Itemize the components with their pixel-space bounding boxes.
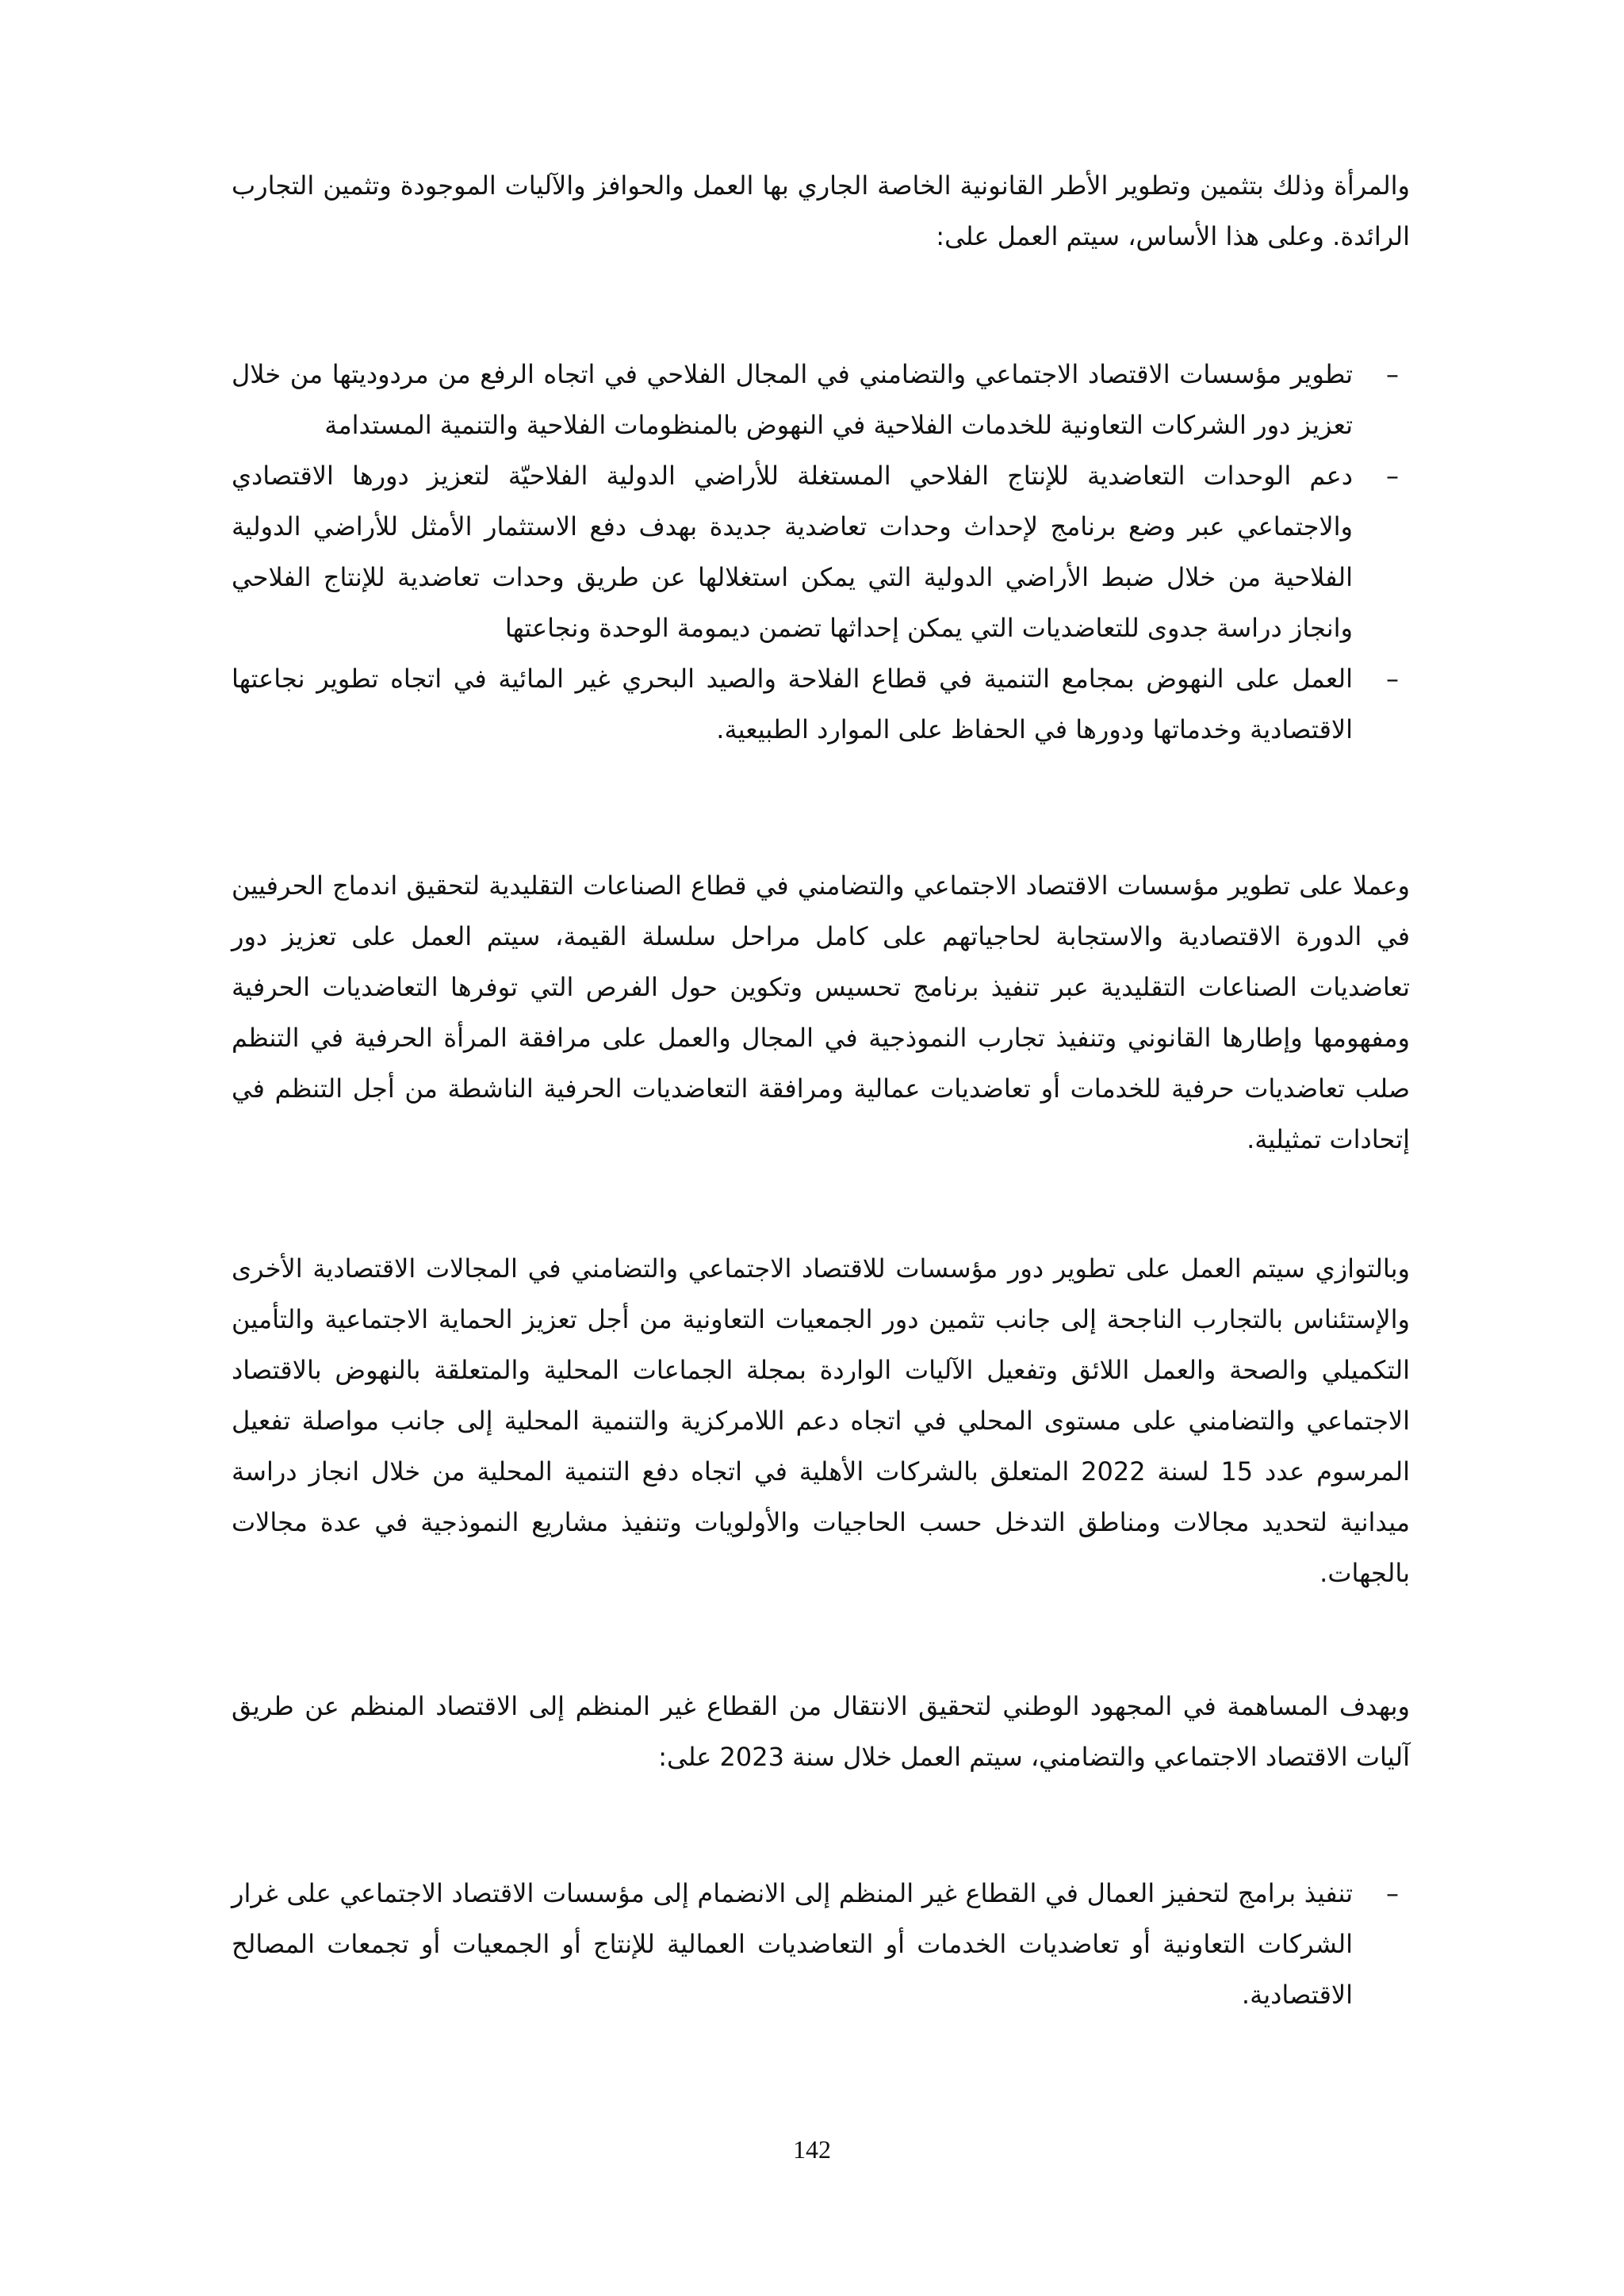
bullet-dash-icon: –	[1386, 461, 1399, 491]
list-item-text: دعم الوحدات التعاضدية للإنتاج الفلاحي المستغلة للأراضي الدولية الفلاحيّة لتعزيز دورها الاقتصادي والاجتماعي عبر وضع برنامج لإحداث وحدات تعاضدية جديدة بهدف دفع الاستثمار الأمثل للأراضي الدولية الفلاحية من خلال ضبط الأراضي الدولية التي يمكن استغلالها عن طريق وحدات تعاضدية للإنتاج الفلاحي وانجاز دراسة جدوى للتعاضديات التي يمكن إحداثها تضمن ديمومة الوحدة ونجاعتها	[232, 461, 1353, 643]
list-item-text: تطوير مؤسسات الاقتصاد الاجتماعي والتضامني في المجال الفلاحي في اتجاه الرفع من مردوديتها من خلال تعزيز دور الشركات التعاونية للخدمات الفلاحية في النهوض بالمنظومات الفلاحية والتنمية المستدامة	[232, 359, 1353, 440]
list-item	[232, 653, 1410, 755]
agriculture-bullet-list	[232, 349, 1410, 755]
list-item	[232, 349, 1410, 450]
bullet-dash-icon: –	[1386, 664, 1399, 694]
bullet-dash-icon: –	[1386, 359, 1399, 389]
informal-sector-bullet-list	[232, 1868, 1410, 2020]
informal-sector-paragraph: وبهدف المساهمة في المجهود الوطني لتحقيق الانتقال من القطاع غير المنظم إلى الاقتصاد المنظم عن طريق آليات الاقتصاد الاجتماعي والتضامني، سيتم العمل خلال سنة 2023 على:	[232, 1691, 1410, 1772]
page-number: 142	[793, 2135, 831, 2164]
list-item	[232, 450, 1410, 653]
list-item	[232, 1868, 1410, 2020]
intro-paragraph: والمرأة وذلك بتثمين وتطوير الأطر القانونية الخاصة الجاري بها العمل والحوافز والآليات الموجودة وتثمين التجارب الرائدة. وعلى هذا الأساس، سيتم العمل على:	[232, 170, 1410, 251]
parallel-actions-paragraph: وبالتوازي سيتم العمل على تطوير دور مؤسسات للاقتصاد الاجتماعي والتضامني في المجالات الاقتصادية الأخرى والإستئناس بالتجارب الناجحة إلى جانب تثمين دور الجمعيات التعاونية من أجل تعزيز الحماية الاجتماعية والتأمين التكميلي والصحة والعمل اللائق وتفعيل الآليات الواردة بمجلة الجماعات المحلية والمتعلقة بالنهوض بالاقتصاد الاجتماعي والتضامني على مستوى المحلي في اتجاه دعم اللامركزية والتنمية المحلية إلى جانب مواصلة تفعيل المرسوم عدد 15 لسنة 2022 المتعلق بالشركات الأهلية في اتجاه دفع التنمية المحلية من خلال انجاز دراسة ميدانية لتحديد مجالات ومناطق التدخل حسب الحاجيات والأولويات وتنفيذ مشاريع النموذجية في عدة مجالات بالجهات.	[232, 1253, 1411, 1588]
bullet-dash-icon: –	[1386, 1878, 1399, 1908]
handicrafts-paragraph: وعملا على تطوير مؤسسات الاقتصاد الاجتماعي والتضامني في قطاع الصناعات التقليدية لتحقيق اندماج الحرفيين في الدورة الاقتصادية والاستجابة لحاجياتهم على كامل مراحل سلسلة القيمة، سيتم العمل على تعزيز دور تعاضديات الصناعات التقليدية عبر تنفيذ برنامج تحسيس وتكوين حول الفرص التي توفرها التعاضديات الحرفية ومفهومها وإطارها القانوني وتنفيذ تجارب النموذجية في المجال والعمل على مرافقة المرأة الحرفية في التنظم صلب تعاضديات حرفية للخدمات أو تعاضديات عمالية ومرافقة التعاضديات الحرفية الناشطة من أجل التنظم في إتحادات تمثيلية.	[232, 871, 1410, 1154]
list-item-text: تنفيذ برامج لتحفيز العمال في القطاع غير المنظم إلى الانضمام إلى مؤسسات الاقتصاد الاجتماعي على غرار الشركات التعاونية أو تعاضديات الخدمات أو التعاضديات العمالية للإنتاج أو الجمعيات أو تجمعات المصالح الاقتصادية.	[232, 1878, 1353, 2010]
list-item-text: العمل على النهوض بمجامع التنمية في قطاع الفلاحة والصيد البحري غير المائية في اتجاه تطوير نجاعتها الاقتصادية وخدماتها ودورها في الحفاظ على الموارد الطبيعية.	[232, 664, 1353, 744]
